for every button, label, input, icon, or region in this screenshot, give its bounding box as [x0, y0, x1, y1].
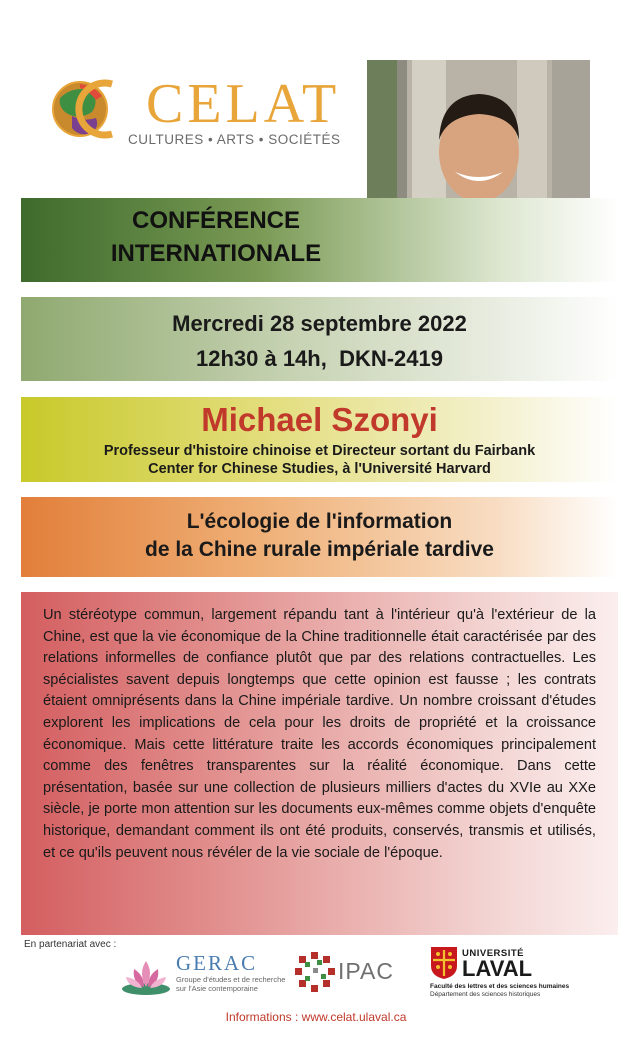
talk-title-line1: L'écologie de l'information — [186, 510, 453, 533]
celat-logo — [50, 70, 341, 152]
celat-wordmark: CELAT — [146, 73, 341, 135]
gerac-subtitle: Groupe d'études et de recherche sur l'Asie contemporaine — [176, 975, 286, 993]
gerac-logo — [120, 951, 285, 1001]
schedule-banner — [21, 297, 618, 381]
ipac-logo — [293, 948, 403, 998]
conference-heading — [71, 204, 361, 270]
celat-tagline: CULTURES • ARTS • SOCIÉTÉS — [128, 132, 341, 147]
gerac-name: GERAC — [176, 951, 258, 975]
abstract-panel — [21, 592, 618, 935]
info-link[interactable]: Informations : www.celat.ulaval.ca — [225, 1010, 407, 1024]
laval-crest-icon — [430, 946, 458, 980]
partners-label: En partenariat avec : — [24, 939, 117, 950]
laval-name: LAVAL — [462, 956, 533, 981]
talk-title — [21, 508, 618, 564]
celat-globe-icon — [50, 78, 150, 140]
event-time-room: 12h30 à 14h, DKN-2419 — [195, 346, 444, 371]
abstract-text: Un stéréotype commun, largement répandu tant à l'intérieur qu'à l'extérieur de la Chine, est que la vie économique de la Chine traditionnelle était caractérisée par des relations informelles de confiance plutôt que par des relations contractuelles. Les spécialistes savent depuis longtemps que cette opinion est fausse ; les contrats étaient omniprésents dans la Chine impériale tardive. Un nombre croissant d'études explorent les implications de cela pour les droits de propriété et la croissance économique. Mais cette littérature traite les accords économiques principalement comme des fenêtres transparentes sur la réalité économique. Dans cette présentation, basée sur une collection de plusieurs milliers d'actes du XVIe au XXe siècle, je porte mon attention sur les documents eux-mêmes comme objets d'enquête historique, demandant comment ils ont été produits, conservés, transmis et utilisés, et ce qu'ils peuvent nous révéler de la vie sociale de l'époque. — [43, 607, 596, 861]
conference-heading-line1: CONFÉRENCE — [131, 207, 300, 234]
universite-laval-logo — [430, 946, 580, 1006]
conference-banner — [21, 198, 618, 282]
speaker-name: Michael Szonyi — [201, 401, 438, 438]
ipac-ring-icon — [293, 950, 337, 994]
talk-title-line2: de la Chine rurale impériale tardive — [145, 538, 494, 561]
conference-heading-line2: INTERNATIONALE — [110, 240, 322, 267]
speaker-role — [21, 442, 618, 478]
talk-title-banner — [21, 497, 618, 577]
laval-faculty: Faculté des lettres et des sciences humaines — [430, 983, 570, 990]
event-date: Mercredi 28 septembre 2022 — [172, 311, 467, 336]
speaker-role-line1: Professeur d'histoire chinoise et Directeur sortant du Fairbank — [103, 443, 536, 459]
lotus-icon — [120, 955, 172, 997]
laval-department: Département des sciences historiques — [430, 991, 541, 998]
speaker-role-line2: Center for Chinese Studies, à l'Université Harvard — [148, 461, 491, 477]
speaker-banner — [21, 397, 618, 482]
ipac-name: IPAC — [338, 958, 394, 984]
laval-universite-label: UNIVERSITÉ — [462, 948, 525, 959]
